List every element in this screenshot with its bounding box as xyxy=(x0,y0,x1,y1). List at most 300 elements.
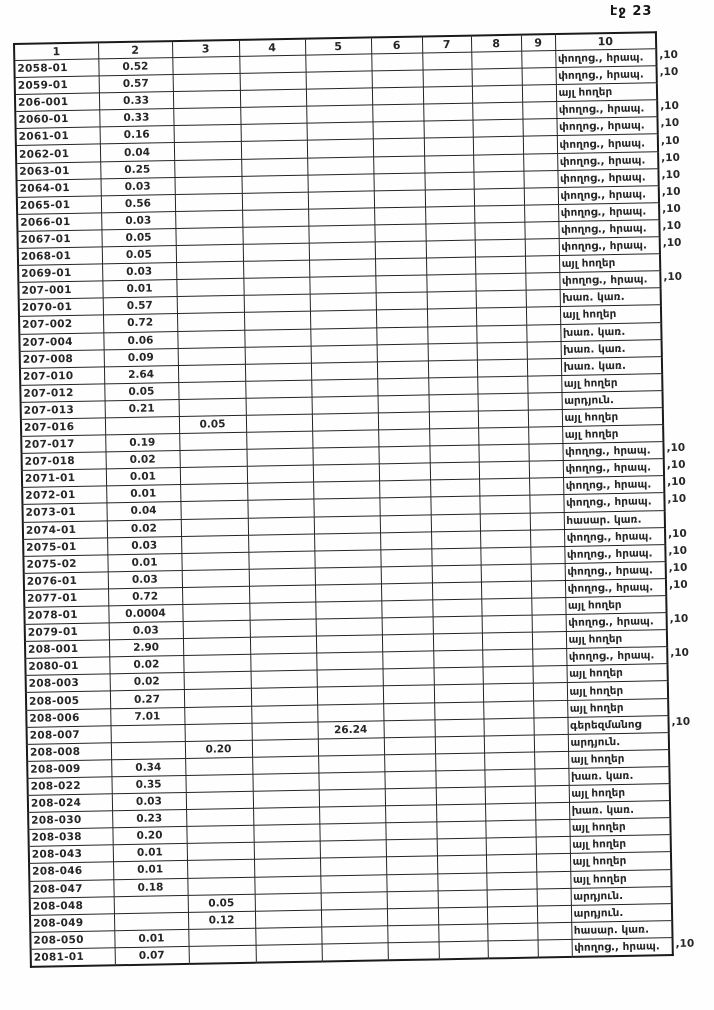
empty-cell xyxy=(536,871,570,889)
empty-cell xyxy=(253,824,319,842)
empty-cell xyxy=(374,224,425,242)
empty-cell xyxy=(430,462,479,480)
land-category-cell: փողոց., հրապ. xyxy=(563,493,664,512)
empty-cell xyxy=(373,156,424,174)
empty-cell xyxy=(531,597,565,615)
empty-cell xyxy=(484,752,534,770)
area-value-cell: 0.18 xyxy=(113,878,187,896)
empty-cell xyxy=(387,908,438,926)
empty-cell xyxy=(436,821,485,839)
empty-cell xyxy=(530,546,564,564)
empty-cell xyxy=(174,176,241,194)
empty-cell xyxy=(314,532,380,550)
empty-cell xyxy=(250,619,316,637)
area-value-cell: 0.56 xyxy=(101,194,175,212)
empty-cell xyxy=(472,68,522,86)
empty-cell xyxy=(373,173,424,191)
margin-note xyxy=(661,285,707,303)
empty-cell xyxy=(179,449,246,467)
empty-cell xyxy=(318,755,384,773)
empty-cell xyxy=(178,364,245,382)
empty-cell xyxy=(182,603,249,621)
area-value-cell: 0.05 xyxy=(188,894,255,912)
parcel-code-cell: 2071-01 xyxy=(22,469,106,488)
margin-note: ,10 xyxy=(661,168,681,181)
margin-note xyxy=(660,251,706,269)
empty-cell xyxy=(527,341,561,359)
empty-cell xyxy=(183,620,250,638)
empty-cell xyxy=(245,380,311,398)
column-header-3: 3 xyxy=(172,40,239,58)
margin-note: ,10 xyxy=(667,476,686,489)
area-value-cell: 0.02 xyxy=(109,656,183,674)
empty-cell xyxy=(184,672,251,690)
parcel-code-cell: 2076-01 xyxy=(24,572,108,591)
empty-cell xyxy=(181,552,248,570)
empty-cell xyxy=(378,429,429,447)
empty-cell xyxy=(528,444,562,462)
land-category-cell: փողոց., հրապ. xyxy=(559,271,660,290)
empty-cell xyxy=(114,912,188,930)
area-value-cell: 0.03 xyxy=(100,177,174,195)
margin-note xyxy=(662,371,708,389)
empty-cell xyxy=(533,683,567,701)
empty-cell xyxy=(483,684,533,702)
land-category-cell: փողոց., հրապ. xyxy=(557,168,658,187)
empty-cell xyxy=(536,837,570,855)
empty-cell xyxy=(537,905,571,923)
parcel-code-cell: 2081-01 xyxy=(31,948,115,967)
empty-cell xyxy=(243,260,309,278)
empty-cell xyxy=(246,414,312,432)
empty-cell xyxy=(480,547,530,565)
empty-cell xyxy=(484,769,534,787)
parcel-code-cell: 208-022 xyxy=(27,777,111,796)
empty-cell xyxy=(436,787,485,805)
empty-cell xyxy=(424,138,473,156)
empty-cell xyxy=(531,563,565,581)
empty-cell xyxy=(425,223,474,241)
empty-cell xyxy=(433,650,482,668)
empty-cell xyxy=(538,939,572,957)
land-category-cell: փողոց., հրապ. xyxy=(556,117,657,136)
land-category-cell: այլ հողեր xyxy=(567,664,668,683)
area-value-cell: 0.19 xyxy=(105,434,179,452)
table-body xyxy=(14,48,714,967)
land-category-cell: այլ հողեր xyxy=(567,681,668,700)
empty-cell xyxy=(182,569,249,587)
parcel-code-cell: 207-017 xyxy=(21,435,105,454)
empty-cell xyxy=(532,615,566,633)
empty-cell xyxy=(312,430,378,448)
empty-cell xyxy=(187,877,254,895)
area-value-cell: 0.16 xyxy=(100,126,174,144)
empty-cell xyxy=(247,465,313,483)
empty-cell xyxy=(317,669,383,687)
empty-cell xyxy=(476,308,526,326)
empty-cell xyxy=(537,888,571,906)
empty-cell xyxy=(183,637,250,655)
empty-cell xyxy=(243,243,309,261)
empty-cell xyxy=(250,636,316,654)
empty-cell xyxy=(472,120,522,138)
empty-cell xyxy=(184,689,251,707)
empty-cell xyxy=(176,244,243,262)
land-category-cell: այլ հողեր xyxy=(566,630,667,649)
parcel-code-cell: 208-048 xyxy=(30,896,114,915)
empty-cell xyxy=(374,190,425,208)
empty-cell xyxy=(242,226,308,244)
empty-cell xyxy=(180,484,247,502)
column-header-7: 7 xyxy=(422,36,471,53)
empty-cell xyxy=(185,757,252,775)
empty-cell xyxy=(427,326,476,344)
empty-cell xyxy=(187,843,254,861)
empty-cell xyxy=(482,649,532,667)
empty-cell xyxy=(533,666,567,684)
margin-note xyxy=(661,319,707,337)
margin-note xyxy=(661,302,707,320)
empty-cell xyxy=(313,464,379,482)
empty-cell xyxy=(479,478,529,496)
empty-cell xyxy=(186,808,253,826)
empty-cell xyxy=(475,273,525,291)
empty-cell xyxy=(481,598,531,616)
empty-cell xyxy=(254,858,320,876)
empty-cell xyxy=(486,854,536,872)
parcel-code-cell: 2070-01 xyxy=(19,298,103,317)
area-value-cell: 0.05 xyxy=(179,415,246,433)
margin-note: ,10 xyxy=(669,612,689,626)
land-category-cell: փողոց., հրապ. xyxy=(564,527,665,546)
parcel-code-cell: 208-024 xyxy=(28,794,112,813)
empty-cell xyxy=(321,926,387,944)
margin-note: ,10 xyxy=(666,441,686,455)
empty-cell xyxy=(239,55,305,73)
empty-cell xyxy=(381,566,432,584)
empty-cell xyxy=(387,890,438,908)
empty-cell xyxy=(439,941,488,959)
empty-cell xyxy=(248,517,314,535)
margin-note xyxy=(667,661,713,679)
empty-cell xyxy=(529,478,563,496)
margin-note: ,10 xyxy=(659,65,679,79)
land-parcel-table xyxy=(13,30,714,967)
land-category-cell: այլ հողեր xyxy=(561,373,662,392)
empty-cell xyxy=(306,105,372,123)
empty-cell xyxy=(378,412,429,430)
empty-cell xyxy=(383,685,434,703)
empty-cell xyxy=(315,584,381,602)
land-category-cell: այլ հողեր xyxy=(562,425,663,444)
column-header-6: 6 xyxy=(371,37,422,54)
parcel-code-cell: 207-010 xyxy=(20,367,104,386)
area-value-cell: 0.05 xyxy=(101,228,175,246)
empty-cell xyxy=(174,159,241,177)
empty-cell xyxy=(434,667,483,685)
area-value-cell: 26.24 xyxy=(317,720,383,738)
empty-cell xyxy=(425,189,474,207)
empty-cell xyxy=(480,530,530,548)
empty-cell xyxy=(526,324,560,342)
column-header-5: 5 xyxy=(305,37,371,55)
empty-cell xyxy=(428,377,477,395)
margin-note xyxy=(671,866,714,884)
empty-cell xyxy=(427,308,476,326)
parcel-code-cell: 208-030 xyxy=(28,811,112,830)
empty-cell xyxy=(386,839,437,857)
empty-cell xyxy=(376,309,427,327)
empty-cell xyxy=(528,392,562,410)
empty-cell xyxy=(533,717,567,735)
empty-cell xyxy=(184,706,251,724)
page-number: էջ 23 xyxy=(610,4,653,19)
empty-cell xyxy=(377,378,428,396)
empty-cell xyxy=(528,427,562,445)
empty-cell xyxy=(307,139,373,157)
empty-cell xyxy=(182,586,249,604)
empty-cell xyxy=(525,256,559,274)
empty-cell xyxy=(524,221,558,239)
margin-spacer xyxy=(656,29,702,46)
empty-cell xyxy=(186,825,253,843)
empty-cell xyxy=(255,910,321,928)
column-header-2: 2 xyxy=(98,41,172,59)
empty-cell xyxy=(481,564,531,582)
parcel-code-cell: 207-012 xyxy=(20,384,104,403)
area-value-cell: 0.05 xyxy=(104,382,178,400)
empty-cell xyxy=(527,358,561,376)
empty-cell xyxy=(477,342,527,360)
column-header-4: 4 xyxy=(239,39,305,57)
margin-note: ,10 xyxy=(660,100,679,113)
margin-note: ,10 xyxy=(666,459,686,472)
empty-cell xyxy=(240,72,306,90)
empty-cell xyxy=(179,398,246,416)
empty-cell xyxy=(183,655,250,673)
empty-cell xyxy=(373,138,424,156)
margin-note xyxy=(671,832,714,850)
empty-cell xyxy=(305,54,371,72)
empty-cell xyxy=(377,344,428,362)
empty-cell xyxy=(478,393,528,411)
empty-cell xyxy=(185,723,252,741)
land-category-cell: արդյուն. xyxy=(568,732,669,751)
empty-cell xyxy=(380,549,431,567)
empty-cell xyxy=(320,874,386,892)
empty-cell xyxy=(437,855,486,873)
empty-cell xyxy=(252,756,318,774)
empty-cell xyxy=(376,292,427,310)
parcel-code-cell: 208-050 xyxy=(30,931,114,950)
land-category-cell: այլ հողեր xyxy=(570,835,671,854)
empty-cell xyxy=(111,724,185,742)
land-category-cell: փողոց., հրապ. xyxy=(556,66,657,85)
empty-cell xyxy=(309,259,375,277)
empty-cell xyxy=(429,428,478,446)
empty-cell xyxy=(385,822,436,840)
empty-cell xyxy=(248,534,314,552)
empty-cell xyxy=(312,413,378,431)
empty-cell xyxy=(472,102,522,120)
margin-note xyxy=(667,627,713,645)
margin-note xyxy=(672,883,714,901)
empty-cell xyxy=(187,860,254,878)
area-value-cell: 0.27 xyxy=(110,690,184,708)
empty-cell xyxy=(315,567,381,585)
empty-cell xyxy=(252,773,318,791)
empty-cell xyxy=(376,326,427,344)
empty-cell xyxy=(316,618,382,636)
area-value-cell: 0.20 xyxy=(185,740,252,758)
margin-note xyxy=(663,405,709,423)
empty-cell xyxy=(471,51,521,69)
empty-cell xyxy=(485,803,535,821)
empty-cell xyxy=(383,668,434,686)
empty-cell xyxy=(186,791,253,809)
empty-cell xyxy=(313,481,379,499)
land-category-cell: խառ. կառ. xyxy=(569,801,670,820)
empty-cell xyxy=(189,945,256,964)
empty-cell xyxy=(252,739,318,757)
empty-cell xyxy=(308,191,374,209)
empty-cell xyxy=(306,88,372,106)
parcel-code-cell: 207-004 xyxy=(19,332,103,351)
parcel-code-cell: 208-009 xyxy=(27,760,111,779)
empty-cell xyxy=(424,172,473,190)
empty-cell xyxy=(319,823,385,841)
empty-cell xyxy=(483,666,533,684)
empty-cell xyxy=(485,820,535,838)
parcel-code-cell: 2075-02 xyxy=(23,555,107,574)
empty-cell xyxy=(537,922,571,940)
area-value-cell: 0.04 xyxy=(106,502,180,520)
empty-cell xyxy=(178,381,245,399)
land-category-cell: խառ. կառ. xyxy=(560,288,661,307)
empty-cell xyxy=(484,735,534,753)
empty-cell xyxy=(244,312,310,330)
area-value-cell: 0.34 xyxy=(111,758,185,776)
area-value-cell: 0.03 xyxy=(112,792,186,810)
land-category-cell: այլ հողեր xyxy=(567,698,668,717)
empty-cell xyxy=(382,617,433,635)
margin-note: ,10 xyxy=(662,236,682,250)
empty-cell xyxy=(529,495,563,513)
empty-cell xyxy=(535,820,569,838)
empty-cell xyxy=(250,653,316,671)
empty-cell xyxy=(430,479,479,497)
empty-cell xyxy=(177,330,244,348)
empty-cell xyxy=(534,768,568,786)
empty-cell xyxy=(382,634,433,652)
empty-cell xyxy=(386,856,437,874)
empty-cell xyxy=(423,86,472,104)
area-value-cell: 2.64 xyxy=(104,365,178,383)
margin-note: ,10 xyxy=(660,117,680,130)
empty-cell xyxy=(321,908,387,926)
empty-cell xyxy=(310,310,376,328)
margin-note: ,10 xyxy=(662,202,681,216)
land-category-cell: արդյուն. xyxy=(561,391,662,410)
parcel-code-cell: 207-016 xyxy=(21,418,105,437)
margin-note xyxy=(666,593,712,611)
empty-cell xyxy=(530,529,564,547)
empty-cell xyxy=(372,70,423,88)
parcel-code-cell: 208-005 xyxy=(26,691,110,710)
area-value-cell: 0.01 xyxy=(107,553,181,571)
empty-cell xyxy=(528,409,562,427)
land-category-cell: փողոց., հրապ. xyxy=(557,134,658,153)
margin-note: ,10 xyxy=(663,271,683,284)
empty-cell xyxy=(317,686,383,704)
empty-cell xyxy=(474,222,524,240)
empty-cell xyxy=(246,397,312,415)
land-category-cell: խառ. կառ. xyxy=(568,767,669,786)
land-category-cell: փողոց., հրապ. xyxy=(558,220,659,239)
area-value-cell: 0.03 xyxy=(107,536,181,554)
empty-cell xyxy=(379,497,430,515)
empty-cell xyxy=(487,889,537,907)
empty-cell xyxy=(378,446,429,464)
area-value-cell: 0.01 xyxy=(106,485,180,503)
empty-cell xyxy=(435,770,484,788)
empty-cell xyxy=(479,496,529,514)
empty-cell xyxy=(385,805,436,823)
empty-cell xyxy=(472,85,522,103)
empty-cell xyxy=(384,737,435,755)
empty-cell xyxy=(477,359,527,377)
area-value-cell: 0.57 xyxy=(103,297,177,315)
land-category-cell: այլ հողեր xyxy=(569,818,670,837)
empty-cell xyxy=(249,568,315,586)
parcel-code-cell: 2064-01 xyxy=(17,179,101,198)
empty-cell xyxy=(246,431,312,449)
land-category-cell: այլ հողեր xyxy=(569,784,670,803)
parcel-code-cell: 208-047 xyxy=(29,879,113,898)
empty-cell xyxy=(473,154,523,172)
margin-note: ,10 xyxy=(668,578,688,592)
empty-cell xyxy=(479,461,529,479)
parcel-code-cell: 2072-01 xyxy=(22,486,106,505)
empty-cell xyxy=(249,602,315,620)
empty-cell xyxy=(372,104,423,122)
land-category-cell: փողոց., հրապ. xyxy=(558,203,659,222)
land-category-cell: փողոց., հրապ. xyxy=(566,613,667,632)
empty-cell xyxy=(111,741,185,759)
empty-cell xyxy=(485,786,535,804)
parcel-code-cell: 208-008 xyxy=(27,743,111,762)
empty-cell xyxy=(483,718,533,736)
empty-cell xyxy=(523,170,557,188)
empty-cell xyxy=(173,108,240,126)
margin-note xyxy=(672,900,714,918)
empty-cell xyxy=(320,840,386,858)
empty-cell xyxy=(243,277,309,295)
empty-cell xyxy=(431,514,480,532)
empty-cell xyxy=(371,53,422,71)
empty-cell xyxy=(317,703,383,721)
empty-cell xyxy=(522,119,556,137)
empty-cell xyxy=(255,893,321,911)
area-value-cell: 0.01 xyxy=(113,861,187,879)
land-category-cell: փողոց., հրապ. xyxy=(563,476,664,495)
land-category-cell: խառ. կառ. xyxy=(561,356,662,375)
empty-cell xyxy=(478,444,528,462)
parcel-code-cell: 2058-01 xyxy=(14,59,98,78)
empty-cell xyxy=(311,379,377,397)
empty-cell xyxy=(375,241,426,259)
empty-cell xyxy=(188,928,255,946)
